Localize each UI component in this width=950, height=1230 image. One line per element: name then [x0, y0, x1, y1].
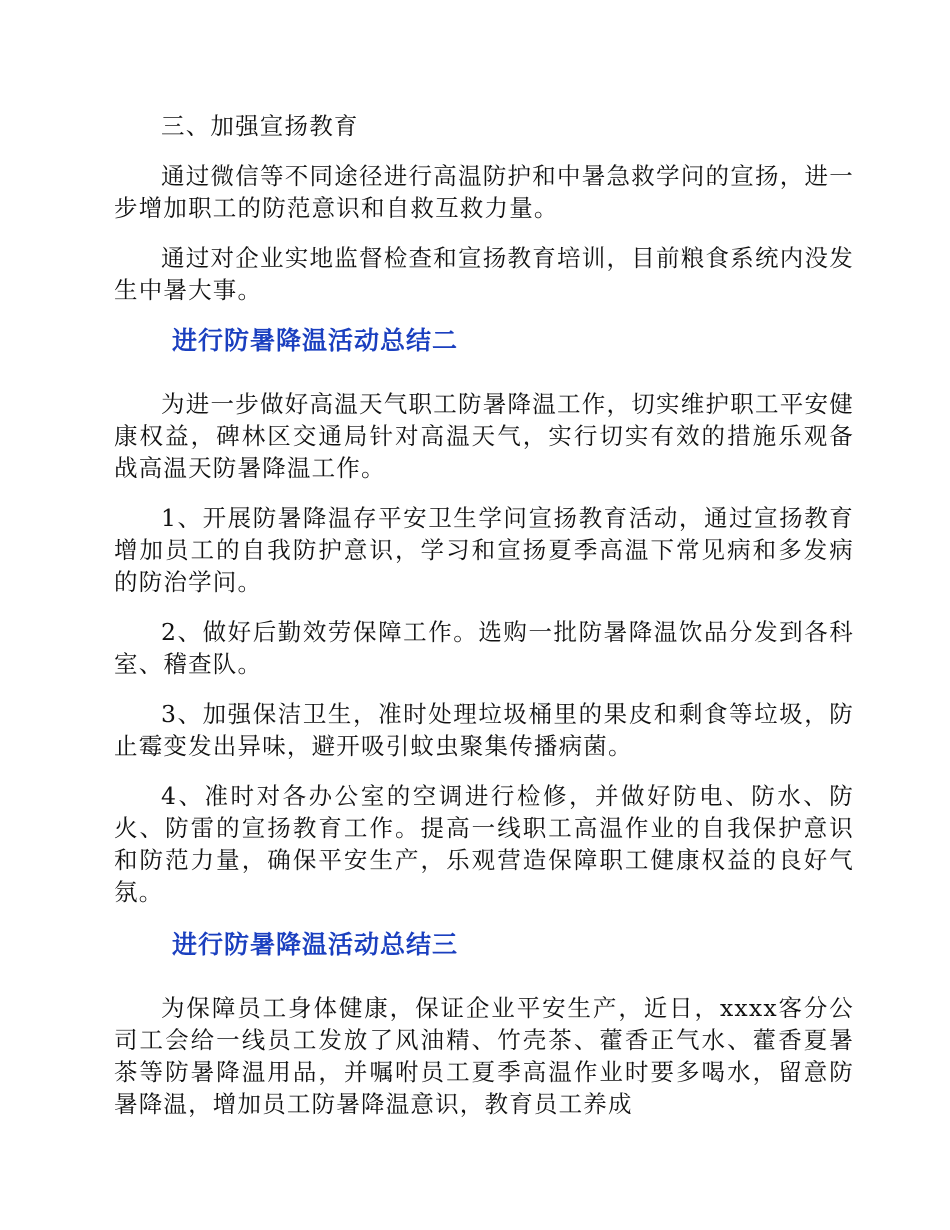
heading-summary-two: 进行防暑降温活动总结二	[172, 326, 459, 355]
paragraph-item-4: 4、准时对各办公室的空调进行检修，并做好防电、防水、防火、防雷的宣扬教育工作。提高一线职工高温作业的自我保护意识和防范力量，确保平安生产，乐观营造保障职工健康权益的良好气氛。	[114, 782, 854, 906]
section-title-3: 三、加强宣扬教育	[161, 112, 359, 140]
paragraph-item-2: 2、做好后勤效劳保障工作。选购一批防暑降温饮品分发到各科室、稽查队。	[114, 618, 854, 678]
paragraph-summary-three-intro: 为保障员工身体健康，保证企业平安生产，近日，xxxx客分公司工会给一线员工发放了风油精、竹壳茶、藿香正气水、藿香夏暑茶等防暑降温用品，并嘱咐员工夏季高温作业时要多喝水，留意防暑降温，增加员工防暑降温意识，教育员工养成	[114, 994, 854, 1118]
paragraph-inspection-result: 通过对企业实地监督检查和宣扬教育培训，目前粮食系统内没发生中暑大事。	[114, 244, 854, 304]
heading-summary-three: 进行防暑降温活动总结三	[172, 930, 459, 959]
document-page	[114, 110, 854, 1138]
paragraph-item-1: 1、开展防暑降温存平安卫生学问宣扬教育活动，通过宣扬教育增加员工的自我防护意识，学习和宣扬夏季高温下常见病和多发病的防治学问。	[114, 504, 854, 596]
paragraph-summary-two-intro: 为进一步做好高温天气职工防暑降温工作，切实维护职工平安健康权益，碑林区交通局针对高温天气，实行切实有效的措施乐观备战高温天防暑降温工作。	[114, 390, 854, 482]
paragraph-item-3: 3、加强保洁卫生，准时处理垃圾桶里的果皮和剩食等垃圾，防止霉变发出异味，避开吸引蚊虫聚集传播病菌。	[114, 700, 854, 760]
paragraph-wechat-publicity: 通过微信等不同途径进行高温防护和中暑急救学问的宣扬，进一步增加职工的防范意识和自救互救力量。	[114, 162, 854, 222]
